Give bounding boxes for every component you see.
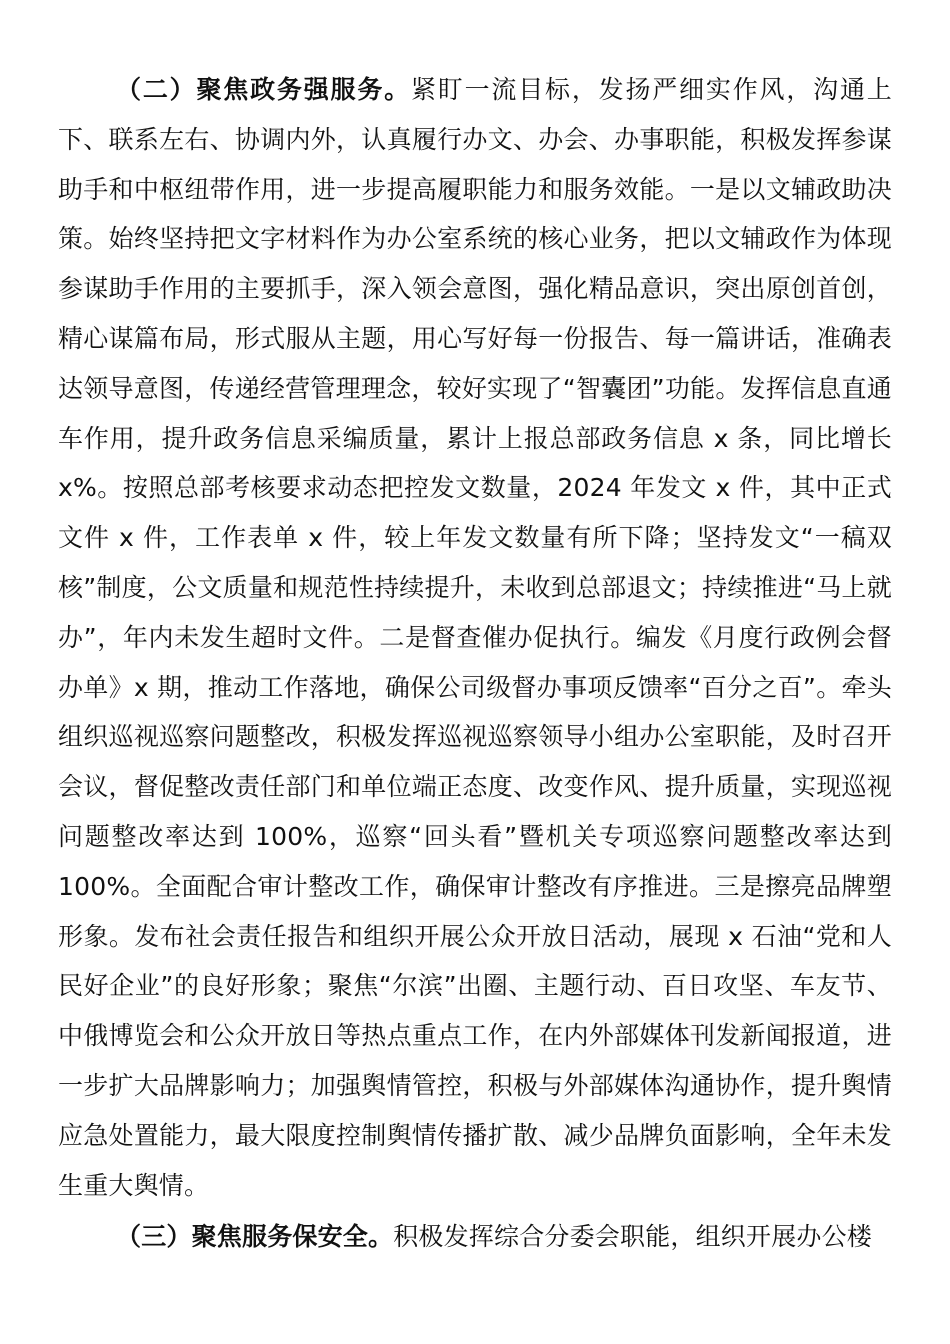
paragraph-body: 积极发挥综合分委会职能，组织开展办公楼: [393, 1222, 873, 1252]
section-heading: （二）聚焦政务强服务。: [116, 75, 411, 104]
paragraph-services: [58, 65, 892, 1210]
section-heading: （三）聚焦服务保安全。: [116, 1222, 394, 1252]
paragraph-body: 紧盯一流目标，发扬严细实作风，沟通上下、联系左右、协调内外，认真履行办文、办会、办事职能，积极发挥参谋助手和中枢纽带作用，进一步提高履职能力和服务效能。一是以文辅政助决策。始终坚持把文字材料作为办公室系统的核心业务，把以文辅政作为体现参谋助手作用的主要抓手，深入领会意图，强化精品意识，突出原创首创，精心谋篇布局，形式服从主题，用心写好每一份报告、每一篇讲话，准确表达领导意图，传递经营管理理念，较好实现了“智囊团”功能。发挥信息直通车作用，提升政务信息采编质量，累计上报总部政务信息 x 条，同比增长 x%。按照总部考核要求动态把控发文数量，2024 年发文 x 件，其中正式文件 x 件，工作表单 x 件，较上年发文数量有所下降；坚持发文“一稿双核”制度，公文质量和规范性持续提升，未收到总部退文；持续推进“马上就办”，年内未发生超时文件。二是督查催办促执行。编发《月度行政例会督办单》x 期，推动工作落地，确保公司级督办事项反馈率“百分之百”。牵头组织巡视巡察问题整改，积极发挥巡视巡察领导小组办公室职能，及时召开会议，督促整改责任部门和单位端正态度、改变作风、提升质量，实现巡视问题整改率达到 100%，巡察“回头看”暨机关专项巡察问题整改率达到 100%。全面配合审计整改工作，确保审计整改有序推进。三是擦亮品牌塑形象。发布社会责任报告和组织开展公众开放日活动，展现 x 石油“党和人民好企业”的良好形象；聚焦“尔滨”出圈、主题行动、百日攻坚、车友节、中俄博览会和公众开放日等热点重点工作，在内外部媒体刊发新闻报道，进一步扩大品牌影响力；加强舆情管控，积极与外部媒体沟通协作，提升舆情应急处置能力，最大限度控制舆情传播扩散、减少品牌负面影响，全年未发生重大舆情。: [58, 75, 892, 1200]
paragraph-safety: [58, 1212, 892, 1262]
